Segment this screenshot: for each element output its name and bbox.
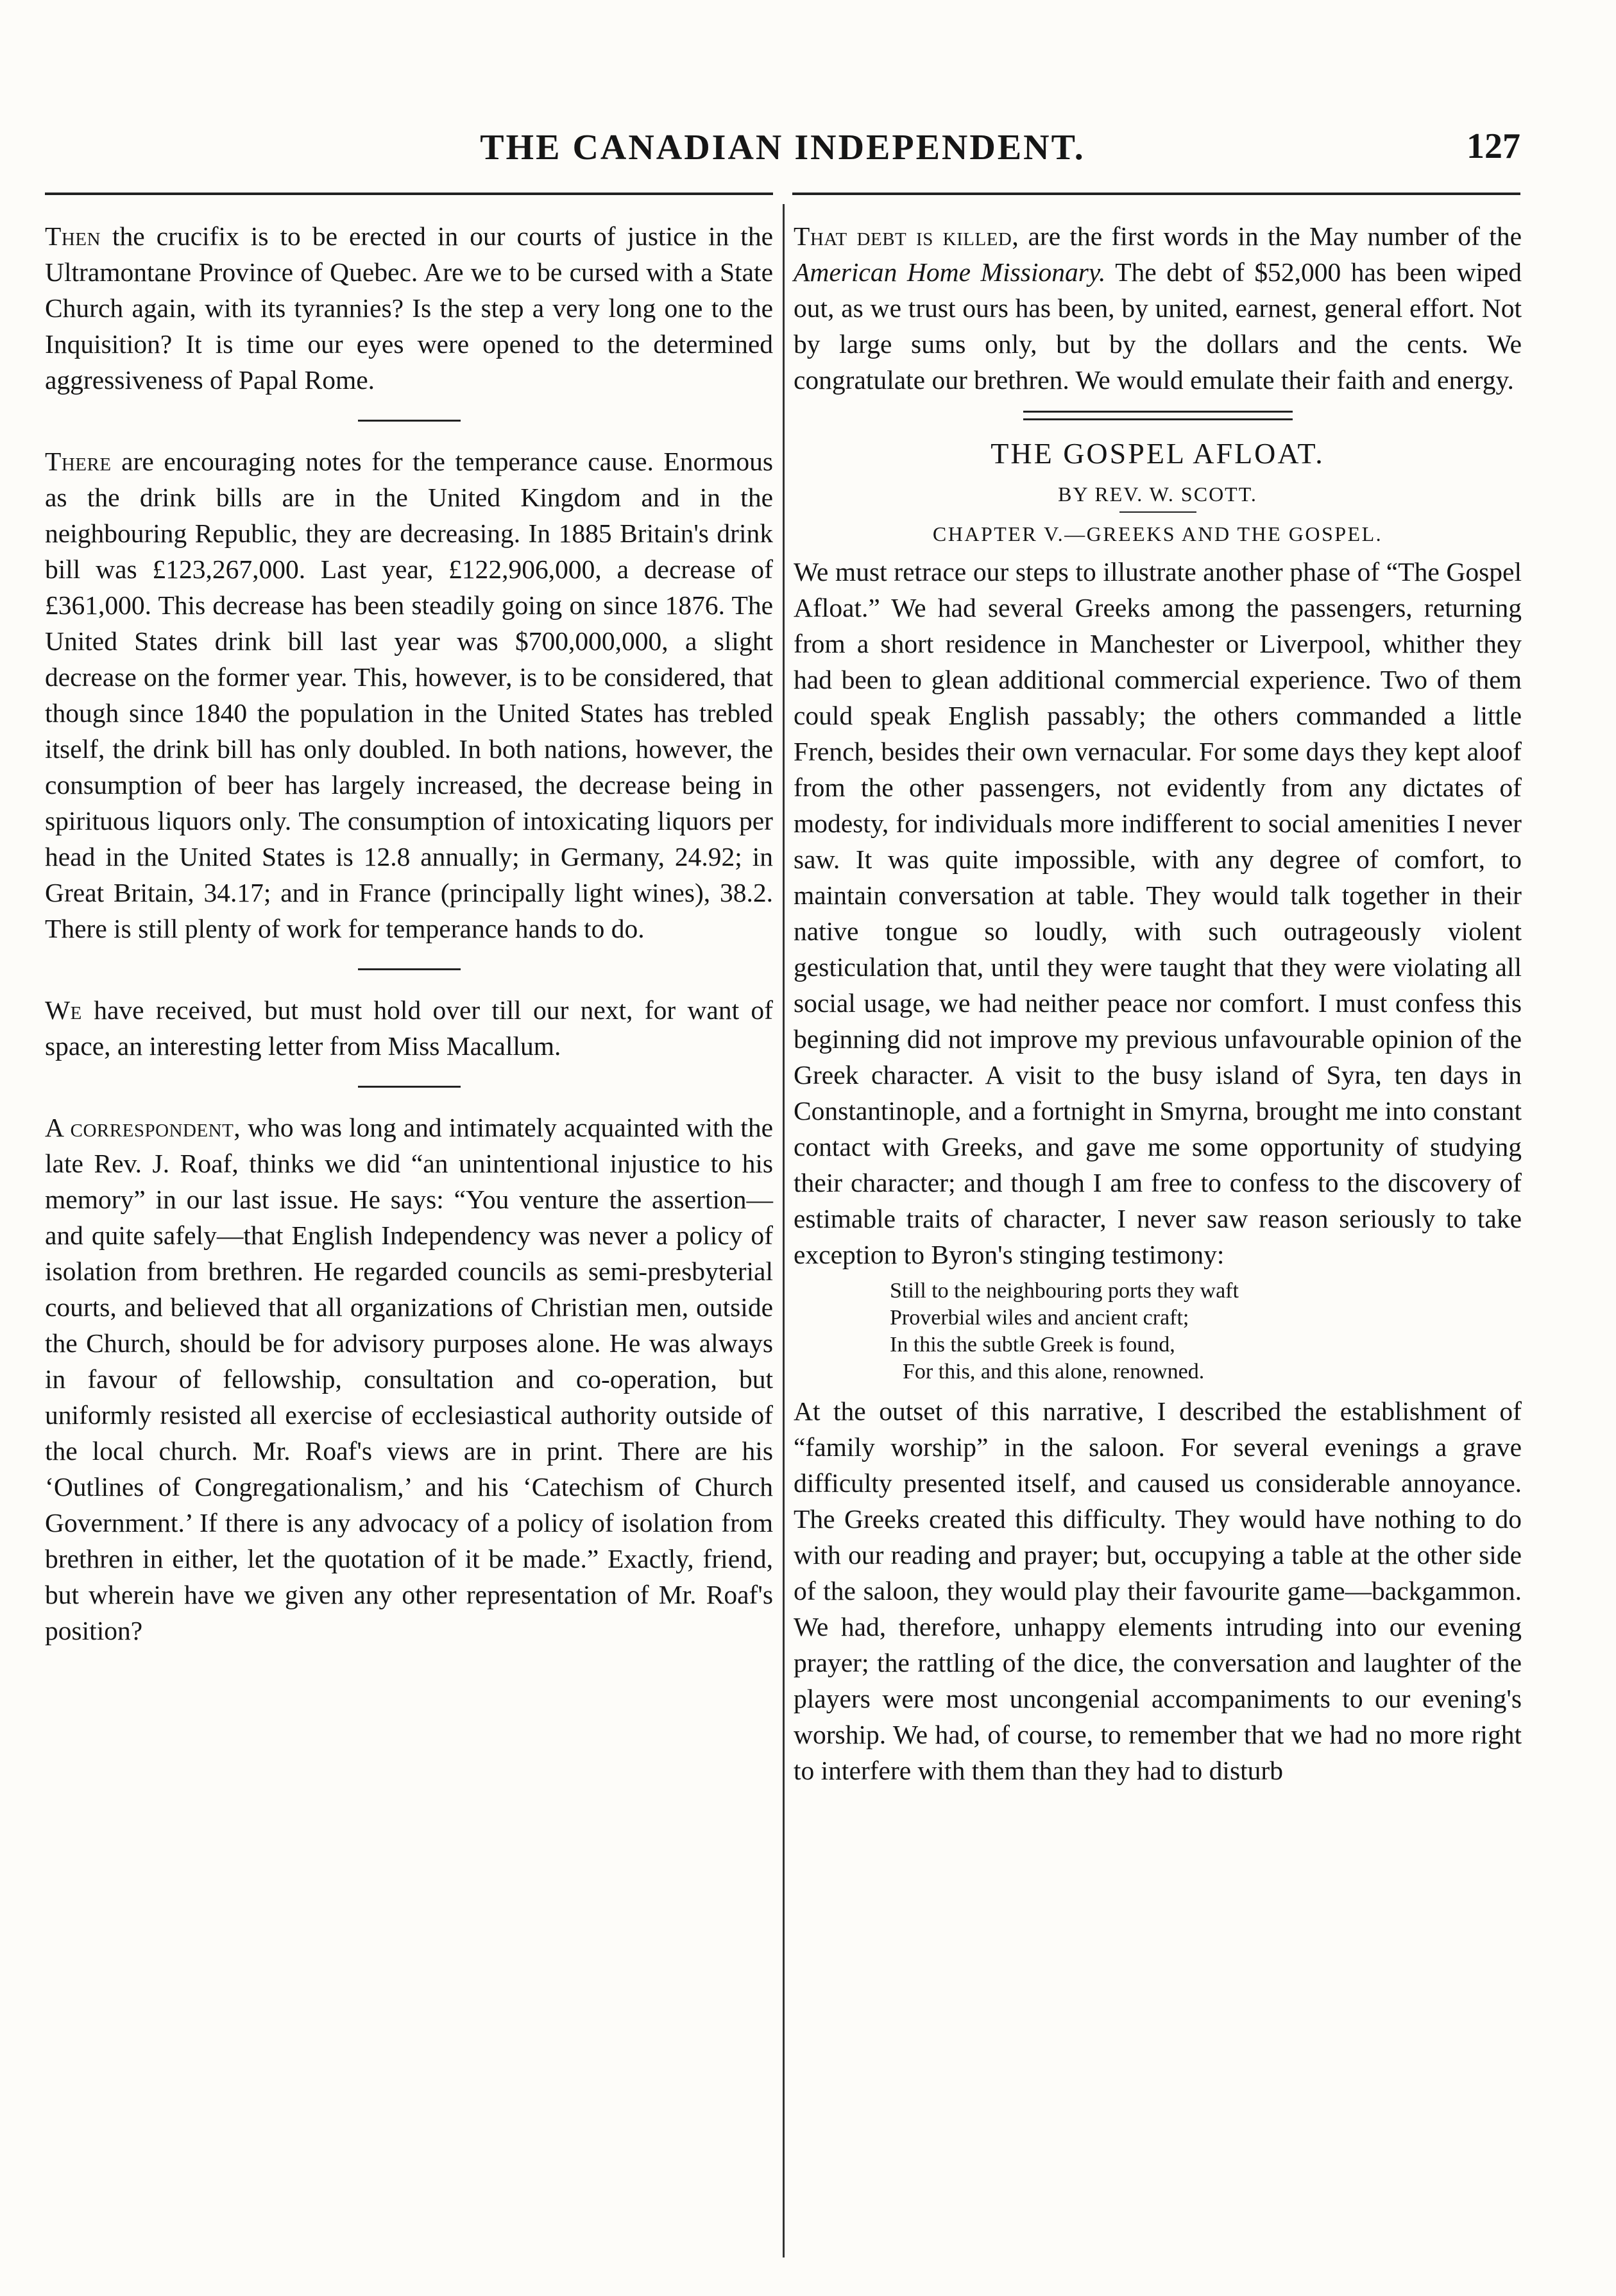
column-divider <box>783 204 785 2257</box>
byline-rule <box>1119 511 1196 513</box>
paragraph-debt-killed <box>794 218 1522 398</box>
article-title: THE GOSPEL AFLOAT. <box>991 437 1325 470</box>
paragraph-letter-notice <box>45 992 773 1064</box>
verse-line: In this the subtle Greek is found, <box>890 1333 1175 1357</box>
verse-line: For this, and this alone, renowned. <box>903 1360 1205 1384</box>
right-column <box>794 218 1522 1788</box>
page-header <box>45 122 1520 180</box>
paragraph-text: are encouraging notes for the temperance cause. Enormous as the drink bills are in the United Kingdom and in the neighbouring Republic, they are decreasing. In 1885 Britain's drink bill was £123,267,000. Last year, £122,906,000, a decrease of £361,000. This decrease has been steadily going on since 1876. The United States drink bill last year was $700,000,000, a slight decrease on the former year. This, however, is to be considered, that though since 1840 the population in the United States has trebled itself, the drink bill has only doubled. In both nations, however, the consumption of beer has largely increased, the decrease being in spirituous liquors only. The consumption of intoxicating liquors per head in the United States is 12.8 annually; in Germany, 24.92; in Great Britain, 34.17; and in France (principally light wines), 38.2. There is still plenty of work for temperance hands to do. <box>45 447 773 943</box>
paragraph-family-worship: At the outset of this narrative, I described the establishment of “family worship” in the saloon. For several evenings a grave difficulty presented itself, and caused us considerable annoyance. The Greeks created this difficulty. They would have nothing to do with our reading and prayer; but, occupying a table at the other side of the saloon, they would play their favourite game—backgammon. We had, therefore, unhappy elements intruding into our evening prayer; the rattling of the dice, the conversation and laughter of the players were most uncongenial accompaniments to our evening's worship. We had, of course, to remember that we had no more right to interfere with them than they had to disturb <box>794 1396 1522 1785</box>
page-number: 127 <box>1467 126 1520 166</box>
paragraph-greeks: We must retrace our steps to illustrate another phase of “The Gospel Afloat.” We had several Greeks among the passengers, returning from a short residence in Manchester or Liverpool, whither they had been to glean additional commercial experience. Two of them could speak English passably; the others commanded a little French, besides their own vernacular. For some days they kept aloof from the other passengers, not evidently from any dictates of modesty, for individuals more indifferent to social amenities I never saw. It was quite impossible, with any degree of comfort, to maintain conversation at table. They would talk together in their native tongue so loudly, with such outrageously violent gesticulation that, until they were taught that they were violating all social usage, we had neither peace nor comfort. I must confess this beginning did not improve my previous unfavourable opinion of the Greek character. A visit to the busy island of Syra, ten days in Constantinople, and a fortnight in Smyrna, brought me into constant contact with Greeks, and gave me some opportunity of studying their character; and though I am free to confess to the discovery of estimable traits of character, I never saw reason seriously to take exception to Byron's stinging testimony: <box>794 557 1522 1269</box>
chapter-heading: CHAPTER V.—GREEKS AND THE GOSPEL. <box>932 522 1383 545</box>
verse-line: Still to the neighbouring ports they waft <box>890 1279 1239 1303</box>
left-column <box>45 218 773 1649</box>
verse-line: Proverbial wiles and ancient craft; <box>890 1306 1189 1330</box>
lead-word: That debt is killed, <box>794 221 1019 251</box>
paragraph-text: The debt of $52,000 has been wiped out, as we trust ours has been, by united, earnest, general effort. Not by large sums only, but by the dollars and the cents. We congratulate our brethren. We would emulate their faith and energy. <box>794 257 1522 395</box>
paragraph-text: have received, but must hold over till our next, for want of space, an interesting letter from Miss Macallum. <box>45 995 773 1061</box>
paragraph-crucifix <box>45 218 773 398</box>
paragraph-temperance <box>45 443 773 947</box>
publication-title: American Home Missionary. <box>794 257 1106 287</box>
paragraph-correspondent <box>45 1109 773 1649</box>
header-rule-left <box>45 193 773 195</box>
lead-word: There <box>45 447 112 476</box>
lead-word: A correspondent, <box>45 1113 241 1142</box>
section-divider <box>358 420 461 422</box>
lead-word: We <box>45 995 82 1025</box>
section-divider <box>358 1086 461 1088</box>
paragraph-text: who was long and intimately acquainted with the late Rev. J. Roaf, thinks we did “an unintentional injustice to his memory” in our last issue. He says: “You venture the assertion—and quite safely—that English Independency was never a policy of isolation from brethren. He regarded councils as semi-presbyterial courts, and believed that all organizations of Christian men, outside the Church, should be for advisory purposes alone. He was always in favour of fellowship, consultation and co-operation, but uniformly resisted all exercise of ecclesiastical authority outside of the local church. Mr. Roaf's views are in print. There are his ‘Outlines of Congregationalism,’ and his ‘Catechism of Church Government.’ If there is any advocacy of a policy of isolation from brethren in either, let the quotation of it be made.” Exactly, friend, but wherein have we given any other representation of Mr. Roaf's position? <box>45 1113 773 1645</box>
paragraph-text: the crucifix is to be erected in our courts of justice in the Ultramontane Province of Quebec. Are we to be cursed with a State Church again, with its tyrannies? Is the step a very long one to the Inquisition? It is time our eyes were opened to the determined aggressiveness of Papal Rome. <box>45 221 773 395</box>
running-title: THE CANADIAN INDEPENDENT. <box>480 128 1085 167</box>
byline: BY REV. W. SCOTT. <box>1058 483 1257 506</box>
double-divider <box>1023 411 1293 420</box>
header-rule-right <box>792 193 1520 195</box>
paragraph-text: are the first words in the May number of the <box>1019 221 1522 251</box>
verse-quotation <box>890 1278 1522 1385</box>
lead-word: Then <box>45 221 101 251</box>
section-divider <box>358 968 461 970</box>
